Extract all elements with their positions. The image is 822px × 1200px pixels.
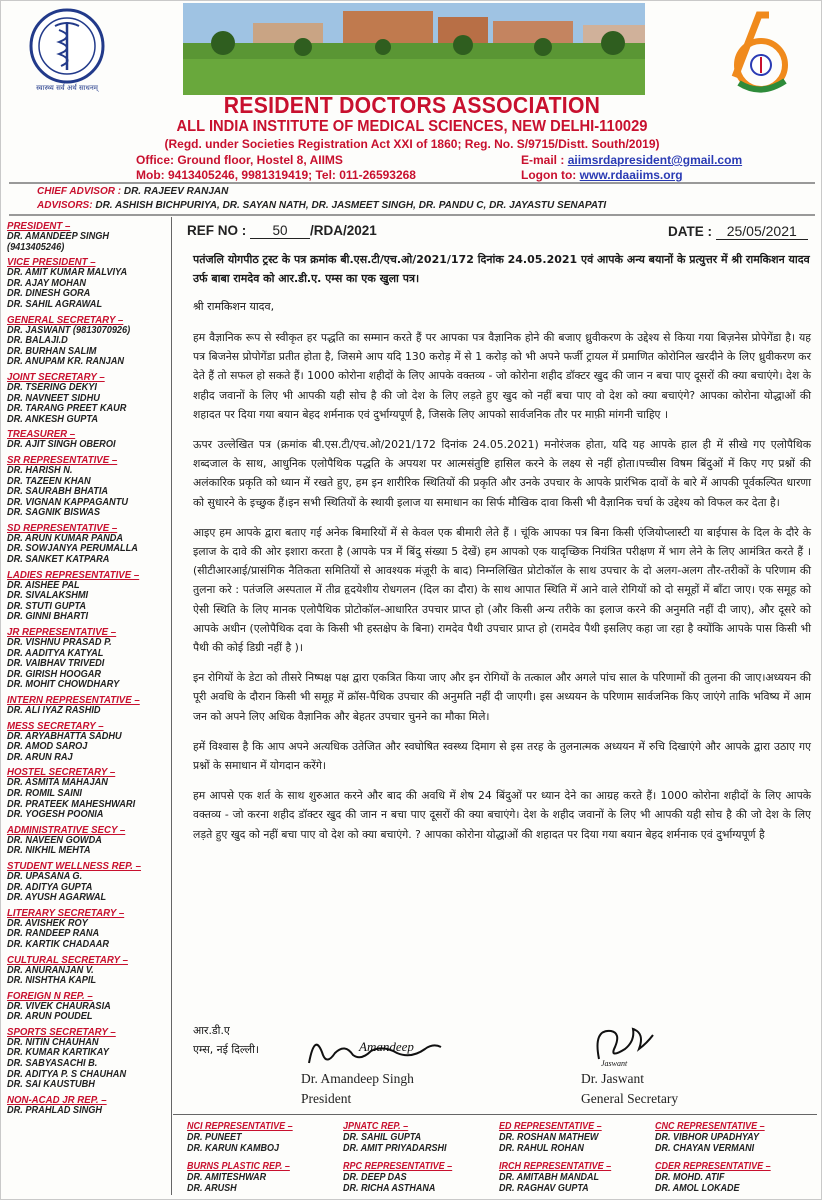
footer-rep-name: DR. AMIT PRIYADARSHI <box>343 1143 447 1154</box>
sidebar-member-name: DR. SAURABH BHATIA <box>7 486 109 498</box>
sidebar-member-name: DR. PRAHLAD SINGH <box>7 1104 103 1116</box>
sidebar-member-name: DR. ANURANJAN V. <box>7 964 94 976</box>
sidebar-member-name: DR. NIKHIL MEHTA <box>7 845 91 857</box>
sidebar-group-title: SR REPRESENTATIVE – <box>7 453 118 466</box>
sidebar-member-name: DR. MOHIT CHOWDHARY <box>7 679 120 691</box>
sidebar-group <box>7 695 171 717</box>
sidebar-group <box>7 627 171 691</box>
chief-advisor-name: DR. RAJEEV RANJAN <box>123 186 229 197</box>
rda-logo <box>705 7 817 95</box>
sidebar-group-title: MESS SECRETARY – <box>7 719 104 732</box>
sidebar-member-name: DR. ARUN POUDEL <box>7 1011 93 1023</box>
sidebar-member-name: DR. AMIT KUMAR MALVIYA <box>7 267 128 279</box>
footer-rep-group <box>343 1161 501 1194</box>
sidebar-member-name: DR. ROMIL SAINI <box>7 787 82 799</box>
sidebar-member-name: DR. NITIN CHAUHAN <box>7 1036 99 1048</box>
president-block <box>301 1069 414 1109</box>
sidebar-group <box>7 767 171 820</box>
sidebar-group <box>7 221 171 253</box>
sidebar-member-name: DR. TSERING DEKYI <box>7 381 97 393</box>
letter-date <box>668 223 808 240</box>
sidebar-member-name: DR. SAHIL AGRAWAL <box>7 298 103 310</box>
footer-rep-name: DR. ROSHAN MATHEW <box>499 1132 599 1143</box>
sidebar-member-name: DR. JASWANT (9813070926) <box>7 324 131 336</box>
sidebar-member-name: DR. ARUN KUMAR PANDA <box>7 532 124 544</box>
sidebar-member-name: DR. ANKESH GUPTA <box>7 413 98 425</box>
gen-secretary-signature-text: Jaswant <box>601 1059 628 1067</box>
footer-rep-name: DR. PUNEET <box>187 1132 242 1143</box>
chief-advisor-line <box>37 186 228 197</box>
email-label: E-mail : <box>521 153 565 167</box>
sidebar-group <box>7 1027 171 1091</box>
footer-rep-name: DR. AMITESHWAR <box>187 1172 267 1183</box>
sidebar-member-name: DR. NAVEEN GOWDA <box>7 834 102 846</box>
office-bearers-sidebar <box>7 217 172 1195</box>
sidebar-group-title: TREASURER – <box>7 428 76 441</box>
president-signature-text: Amandeep <box>359 1039 414 1054</box>
sidebar-member-name: DR. VISHNU PRASAD P. <box>7 637 112 649</box>
sidebar-member-name: DR. VAIBHAV TRIVEDI <box>7 658 105 670</box>
sidebar-group <box>7 861 171 904</box>
association-title: RESIDENT DOCTORS ASSOCIATION <box>223 92 601 118</box>
sidebar-member-name: DR. NAVNEET SIDHU <box>7 392 100 404</box>
email-line <box>521 153 742 167</box>
footer-rep-title: IRCH REPRESENTATIVE – <box>499 1161 612 1172</box>
president-signature <box>301 1025 451 1069</box>
sidebar-group <box>7 955 171 987</box>
sidebar-group-title: LITERARY SECRETARY – <box>7 906 125 919</box>
sidebar-group <box>7 991 171 1023</box>
sidebar-member-name: DR. ARUN RAJ <box>7 751 73 763</box>
sidebar-member-name: DR. UPASANA G. <box>7 870 83 882</box>
advisors-names: DR. ASHISH BICHPURIYA, DR. SAYAN NATH, DR. JASMEET SINGH, DR. PANDU C, DR. JAYASTU SENAPATI <box>95 200 607 211</box>
sidebar-member-name: DR. SABYASACHI B. <box>7 1058 98 1070</box>
sidebar-member-name: DR. SAGNIK BISWAS <box>7 507 101 519</box>
sidebar-member-name: DR. BALAJI.D <box>7 335 68 347</box>
aiims-logo <box>11 5 123 93</box>
website-link[interactable]: www.rdaaiims.org <box>579 168 683 182</box>
letter-closing <box>193 1021 259 1059</box>
footer-rep-title: NCI REPRESENTATIVE – <box>187 1121 293 1132</box>
footer-rep-title: RPC REPRESENTATIVE – <box>343 1161 453 1172</box>
sidebar-group <box>7 908 171 951</box>
letter-subject: पतंजलि योगपीठ ट्रस्ट के पत्र क्रमांक बी.एस.टी/एच.ओ/2021/172 दिनांक 24.05.2021 एवं आपके अन्य बयानों के प्रत्युत्तर में श्री रामकिशन यादव उर्फ बाबा रामदेव को आर.डी.ए. एम्स का एक खुला पत्र। <box>193 253 810 285</box>
date-value: 25/05/2021 <box>716 223 808 240</box>
sidebar-member-name: DR. SOWJANYA PERUMALLA <box>7 543 138 555</box>
sidebar-member-name: DR. TARANG PREET KAUR <box>7 403 127 415</box>
footer-rep-name: DR. RICHA ASTHANA <box>343 1183 436 1194</box>
sidebar-group-title: GENERAL SECRETARY – <box>7 313 124 326</box>
sidebar-group-title: PRESIDENT – <box>7 220 71 232</box>
logo-motto: स्वास्थ्य सर्व अर्थ साधनम् <box>36 84 98 92</box>
sidebar-group-title: SPORTS SECRETARY – <box>7 1025 116 1038</box>
campus-photo <box>183 3 645 95</box>
sidebar-member-name: DR. ALI IYAZ RASHID <box>7 705 101 716</box>
sidebar-group-title: STUDENT WELLNESS REP. – <box>7 859 142 872</box>
sidebar-member-name: DR. GINNI BHARTI <box>7 611 89 623</box>
ref-suffix: /RDA/2021 <box>310 223 377 238</box>
footer-rep-group <box>499 1161 657 1194</box>
sidebar-group <box>7 429 171 451</box>
sidebar-group-title: VICE PRESIDENT – <box>7 256 96 269</box>
footer-rep-name: DR. RAHUL ROHAN <box>499 1143 584 1154</box>
sidebar-group-title: INTERN REPRESENTATIVE – <box>7 694 140 706</box>
footer-rep-name: DR. MOHD. ATIF <box>655 1172 725 1183</box>
email-link[interactable]: aiimsrdapresident@gmail.com <box>567 153 743 167</box>
footer-rep-group <box>187 1121 345 1154</box>
advisors-line <box>37 200 606 211</box>
sidebar-group <box>7 825 171 857</box>
sidebar-member-name: DR. DINESH GORA <box>7 288 91 300</box>
sidebar-group-title: HOSTEL SECRETARY – <box>7 766 116 779</box>
footer-rep-group <box>655 1121 813 1154</box>
sidebar-member-name: DR. ARYABHATTA SADHU <box>7 730 122 742</box>
sidebar-group <box>7 372 171 425</box>
sidebar-member-name: DR. ASMITA MAHAJAN <box>7 777 108 789</box>
footer-rep-name: DR. AMOL LOKADE <box>655 1183 740 1194</box>
contact-numbers: Mob: 9413405246, 9981319419; Tel: 011-26593268 <box>136 168 416 182</box>
gen-secretary-name: Dr. Jaswant <box>581 1071 644 1086</box>
office-address: Office: Ground floor, Hostel 8, AIIMS <box>136 153 343 167</box>
sidebar-member-name: DR. AMOD SAROJ <box>7 741 88 753</box>
letter-paragraph: हम आपसे एक शर्त के साथ शुरुआत करने और बाद की अवधि में शेष 24 बिंदुओं पर ध्यान देने का आग्रह करते हैं। 1000 कोरोना शहीदों के लिए आपके वक्तव्य - जो करना शहीद डॉक्टर खुद की जान न बचा पाए दूसरों की क्या बचाएंगे। देश के शहीद जवानों के लिए भी आपकी यही सोच है की जो देश के लिए लड़ते हुए खुद को नहीं बचा पाए वो देश को क्या बचाएंगे. ? आपका कोरोना योद्धाओं की शहादत पर दिया गया बयान बेहद शर्मनाक एवं दुर्भाग्यपूर्ण है <box>193 789 811 841</box>
sidebar-member-name: DR. ADITYA P. S CHAUHAN <box>7 1068 127 1080</box>
sidebar-member-name: DR. HARISH N. <box>7 464 73 476</box>
sidebar-group <box>7 315 171 368</box>
letter-paragraph: हमें विश्वास है कि आप अपने अत्यधिक उतेजित और स्वघोषित स्वस्थ्य दिमाग से इस तरह के तुलनात्मक अध्ययन में रुचि दिखाएंगे और आपके द्वारा उठाए गए प्रश्नों के समाधान में योगदान करेंगे। <box>193 739 811 773</box>
reference-number <box>187 223 377 239</box>
footer-rep-title: CNC REPRESENTATIVE – <box>655 1121 765 1132</box>
date-label: DATE : <box>668 224 712 239</box>
sidebar-member-name: DR. NISHTHA KAPIL <box>7 975 97 987</box>
sidebar-member-name: DR. RANDEEP RANA <box>7 928 100 940</box>
footer-rep-name: DR. RAGHAV GUPTA <box>499 1183 589 1194</box>
sidebar-group-title: SD REPRESENTATIVE – <box>7 521 118 534</box>
sidebar-member-name: DR. VIGNAN KAPPAGANTU <box>7 496 128 508</box>
sidebar-member-name: DR. SAI KAUSTUBH <box>7 1079 95 1091</box>
footer-rep-name: DR. AMITABH MANDAL <box>499 1172 599 1183</box>
sidebar-group <box>7 257 171 310</box>
sidebar-member-name: DR. SANKET KATPARA <box>7 554 110 566</box>
sidebar-member-name: DR. AYUSH AGARWAL <box>7 892 107 904</box>
footer-rep-title: CDER REPRESENTATIVE – <box>655 1161 771 1172</box>
sidebar-member-name: DR. AVISHEK ROY <box>7 917 88 929</box>
sidebar-group-title: JR REPRESENTATIVE – <box>7 626 117 639</box>
footer-rep-group <box>655 1161 813 1194</box>
sidebar-member-name: (9413405246) <box>7 241 65 253</box>
footer-rep-name: DR. KARUN KAMBOJ <box>187 1143 280 1154</box>
advisors-divider <box>9 214 815 216</box>
institute-name: ALL INDIA INSTITUTE OF MEDICAL SCIENCES, NEW DELHI-110029 <box>176 118 648 135</box>
advisors-label: ADVISORS: <box>37 200 93 211</box>
closing-place: एम्स, नई दिल्ली। <box>193 1043 259 1056</box>
footer-rep-title: JPNATC REP. – <box>343 1121 409 1132</box>
letter-salutation: श्री रामकिशन यादव, <box>193 300 275 313</box>
footer-rep-name: DR. DEEP DAS <box>343 1172 407 1183</box>
letter-paragraph: आइए हम आपके द्वारा बताए गई अनेक बिमारियों में से केवल एक बीमारी लेते हैं । चूंकि आपका पत्र बिना किसी एंजियोप्लास्टी या बाईपास के दिल के दौरे के इलाज के दावे की ओर इशारा करता है (आपके पत्र में बिंदु संख्या 5 देखें) हम आपको एक यादृच्छिक नियंत्रित परीक्षण में भाग लेने के लिए आमंत्रित करते हैं । (सीटीआरआई/प्रासंगिक नैतिकता समितियों से आवश्यक मंज़ूरी के बाद) निम्नलिखित प्रोटोकॉल के साथ उपचार के दो अलग-अलग तौर-तरीकों के परिणाम की तुलना करे : पतंजलि अस्पताल में तीव्र हृदयेशीय रोधगलन (दिल का दौरा) के साथ आपात स्थिति में आने वाले रोगियों को दो समूहों में बाँटा जाए। एक समूह को ऐसी स्थिति के लिए मानक एलोपैथिक प्रोटोकॉल-आधारित उपचार प्राप्त हो (और किसी अन्य तरीके का इलाज करने की अनुमति नहीं दी जाए), और दूसरे को आपके अधीन (एलोपैथिक दवा के किसी भी हस्तक्षेप के बिना) रामदेव पैथी उपचार प्राप्त हो (रामदेव पैथी इसलिए कहा जा रहा है क्योंकि आपके पास किसी भी पैथी की कोई डिग्री नहीं है )। <box>193 525 811 655</box>
sidebar-member-name: DR. TAZEEN KHAN <box>7 475 91 487</box>
website-line <box>521 168 683 182</box>
sidebar-member-name: DR. BURHAN SALIM <box>7 345 97 357</box>
sidebar-member-name: DR. KARTIK CHADAAR <box>7 938 110 950</box>
sidebar-group-title: JOINT SECRETARY – <box>7 370 105 383</box>
sidebar-member-name: DR. STUTI GUPTA <box>7 600 87 612</box>
chief-advisor-label: CHIEF ADVISOR : <box>37 186 122 197</box>
footer-rep-group <box>499 1121 657 1154</box>
sidebar-member-name: DR. VIVEK CHAURASIA <box>7 1000 111 1012</box>
sidebar-member-name: DR. AJAY MOHAN <box>7 277 87 289</box>
sidebar-member-name: DR. AISHEE PAL <box>7 579 80 591</box>
sidebar-group <box>7 523 171 566</box>
website-label: Logon to: <box>521 168 577 182</box>
gen-secretary-signature <box>589 1019 659 1067</box>
sidebar-group-title: ADMINISTRATIVE SECY – <box>7 823 126 836</box>
sidebar-group <box>7 721 171 764</box>
footer-rep-group <box>187 1161 345 1194</box>
sidebar-member-name: DR. SIVALAKSHMI <box>7 590 89 602</box>
closing-org: आर.डी.ए <box>193 1024 230 1037</box>
gen-secretary-block <box>581 1069 678 1109</box>
letter-paragraph: ऊपर उल्लेखित पत्र (क्रमांक बी.एस.टी/एच.ओ/2021/172 दिनांक 24.05.2021) मनोरंजक होता, यदि यह आपके हाल ही में सीखे गए एलोपैथिक शब्दजाल के साथ, आधुनिक एलोपैथिक पद्धति के अपयश पर आत्मसंतुष्टि हासिल करने के लक्ष्य से नहीं होता।पच्चीस विषम बिंदुओं में किए गए प्रश्नों की अलंकारिक प्रकृति को ध्यान में रखते हुए, हम इन शारीरिक स्थितियों की प्रकृति और उनके उपचार के आपके प्रारंभिक दावों के बारे में आपकी पूर्वकल्पित धारणा को सुधारने के इच्छुक हैं।इन सभी स्थितियों के स्थायी इलाज या समाधान का सिर्फ मौखिक दावा किसी भी वैज्ञानिक चर्चा के उद्देश्य को विफल कर देता है। <box>193 438 811 509</box>
sidebar-group <box>7 1095 171 1117</box>
header-divider <box>9 182 815 184</box>
president-role: President <box>301 1091 352 1106</box>
sidebar-member-name: DR. ANUPAM KR. RANJAN <box>7 356 125 368</box>
sidebar-member-name: DR. KUMAR KARTIKAY <box>7 1047 109 1059</box>
representatives-footer <box>173 1114 817 1197</box>
sidebar-member-name: DR. YOGESH POONIA <box>7 809 104 821</box>
letter-paragraph: हम वैज्ञानिक रूप से स्वीकृत हर पद्धति का सम्मान करते हैं पर आपका पत्र वैज्ञानिक होने की बजाए ध्रुवीकरण के उद्देश्य से किया गया बिज़नेस प्रोपेगेंडा है। यह पत्र बिजनेस प्रोपोगेंडा प्रतीत होता है, जिसमे आप यदि 130 करोड़ में से 1 करोड़ को भी अपने फर्जी ट्रायल में प्रमाणित कोरोनिल खरदीने के लिए ध्रुवीकरण कर देते हैं तो सफल हो सकते हैं। 1000 कोरोना शहीदों के लिए आपके वक्तव्य - जो कोरोना शहीद डॉक्टर खुद की जान न बचा पाए दूसरों की क्या बचाएंगे। देश के शहीद जवानों के लिए भी आपकी यही सोच है की जो देश के लिए लड़ते हुए खुद को नहीं बचा पाए वो देश को क्या बचाएंगे? आपका कोरोना योद्धाओं की शहादत पर दिया गया बयान बेहद शर्मनाक एवं दुर्भाग्यपूर्ण है, जिसके लिए आपको सार्वजनिक तौर पर माफ़ी मांगनी चाहिए । <box>193 331 811 421</box>
ref-number-value: 50 <box>250 223 310 239</box>
registration-line: (Regd. under Societies Registration Act XXI of 1860; Reg. No. S/9715/Distt. South/2019) <box>164 137 660 151</box>
sidebar-group-title: FOREIGN N REP. – <box>7 989 93 1002</box>
sidebar-group <box>7 455 171 519</box>
sidebar-group-title: NON-ACAD JR REP. – <box>7 1093 107 1106</box>
sidebar-member-name: DR. ADITYA GUPTA <box>7 881 93 893</box>
footer-rep-name: DR. ARUSH <box>187 1183 237 1194</box>
footer-rep-name: DR. CHAYAN VERMANI <box>655 1143 755 1154</box>
sidebar-group-title: CULTURAL SECRETARY – <box>7 953 128 966</box>
letter-body <box>193 250 811 855</box>
letter-paragraph: इन रोगियों के डेटा को तीसरे निष्पक्ष पक्ष द्वारा एकत्रित किया जाए और इन रोगियों के तत्काल और अगले पांच साल के परिणामों की तुलना की जाए।अध्ययन की पूरी अवधि के दौरान किसी भी समूह में क्रॉस-पैथिक उपचार की अनुमति नहीं दी जाएगी। इस अध्ययन के परिणाम सार्वजनिक किए जाएंगे ताकि भविष्य में आम जन को अपने लिए अधिक वैज्ञानिक और बेहतर उपचार चुनने का मौका मिले। <box>193 671 811 723</box>
sidebar-member-name: DR. PRATEEK MAHESHWARI <box>7 798 136 810</box>
president-name: Dr. Amandeep Singh <box>301 1071 414 1086</box>
footer-rep-group <box>343 1121 501 1154</box>
sidebar-group <box>7 570 171 623</box>
sidebar-group-title: LADIES REPRESENTATIVE – <box>7 568 140 581</box>
footer-rep-name: DR. SAHIL GUPTA <box>343 1132 422 1143</box>
sidebar-member-name: DR. AMANDEEP SINGH <box>7 231 110 242</box>
footer-rep-name: DR. VIBHOR UPADHYAY <box>655 1132 760 1143</box>
footer-rep-title: BURNS PLASTIC REP. – <box>187 1161 290 1172</box>
ref-label: REF NO : <box>187 223 247 238</box>
sidebar-member-name: DR. AADITYA KATYAL <box>7 647 104 659</box>
footer-rep-title: ED REPRESENTATIVE – <box>499 1121 602 1132</box>
sidebar-member-name: DR. GIRISH HOOGAR <box>7 668 102 680</box>
gen-secretary-role: General Secretary <box>581 1091 679 1106</box>
sidebar-member-name: DR. AJIT SINGH OBEROI <box>7 439 116 451</box>
